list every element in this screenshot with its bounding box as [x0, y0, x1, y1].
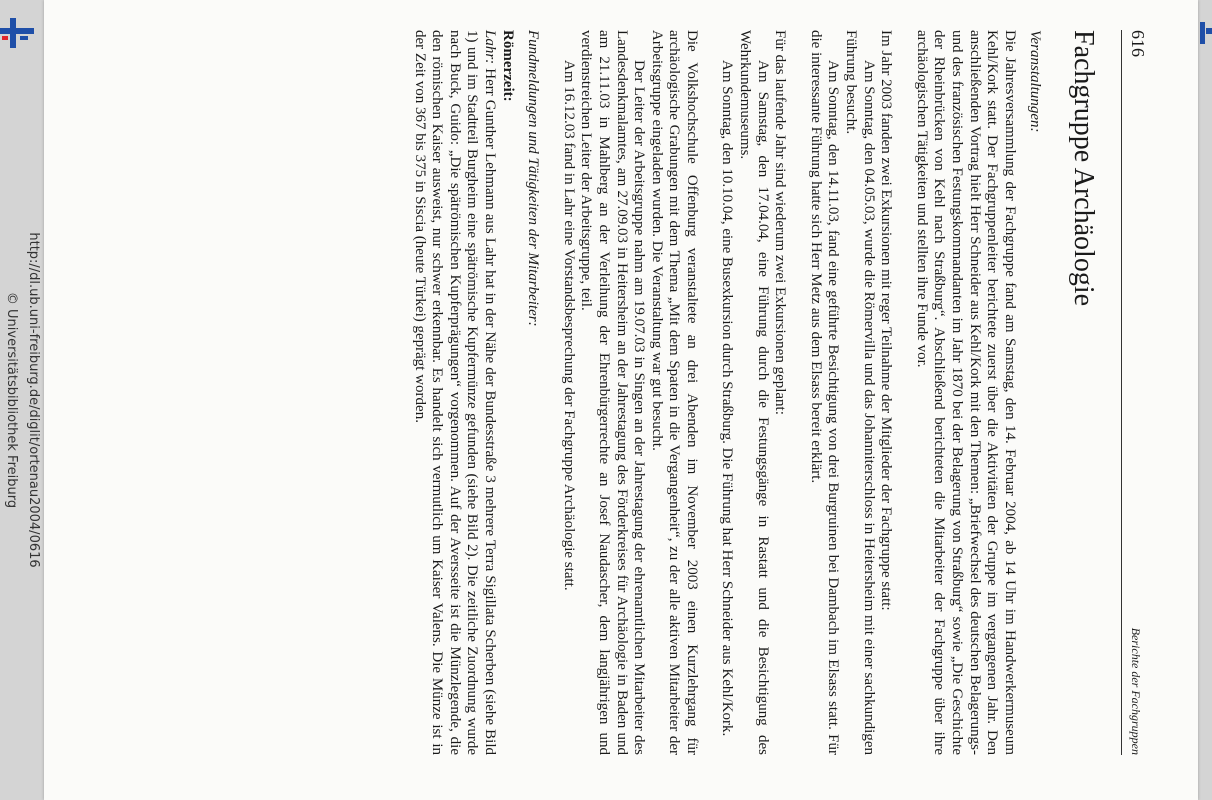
subheading-roman-era: Römerzeit: [499, 30, 516, 102]
section-heading-finds: Fundmeldungen und Tätigkeiten der Mitarbeiter: [525, 30, 542, 327]
rotated-page-content [44, 0, 1198, 800]
page-body [410, 30, 1146, 755]
section-heading-events: Veranstaltungen: [1027, 30, 1044, 133]
library-logo-partial-icon [1198, 14, 1212, 54]
paragraph-excursion-dambach: Am Sonntag, den 14.11.03, fand eine geführte Besichtigung von drei Burgruinen bei Dambach im Elsass statt. Für die interessante Führung hatte sich Herr Metz aus dem Elsass bereit erklärt. [807, 30, 842, 755]
paragraph-board-meeting: Am 16.12.03 fand in Lahr eine Vorstandsbesprechung der Fachgruppe Archäologie statt. [560, 60, 577, 591]
paragraph-meetings-attended: Der Leiter der Arbeitsgruppe nahm am 19.07.03 in Singen an der Jahrestagung der ehrenamtlichen Mitarbeiter des Landesdenkmalamtes, am 27.09.03 in Heitersheim an der Jahrestagung des Förderkreises für Archäologie in Baden und am 21.11.03 in Mahlberg an der Verleihung der Ehrenbürgerrechte an Josef Naudascher, dem langjährigen und verdienstreichen Leiter der Arbeitsgruppe, teil. [578, 30, 648, 755]
page-number: 616 [1128, 30, 1148, 57]
page-header [1121, 30, 1146, 755]
paragraph-annual-meeting: Die Jahresversammlung der Fachgruppe fand am Samstag, den 14. Februar 2004, ab 14 Uhr im Handwerkermuseum Kehl/Kork statt. Der Fachgruppenleiter berichtete zuerst über die Aktivitäten der Gruppe im vergangenen Jahr. Den anschließenden Vortrag hielt Herr Schneider aus Kehl/Kork mit den Themen: „Briefwechsel des deutschen Belagerungs- und des französischen Festungskommandanten im Jahr 1870 bei der Belagerung von Straßburg“ sowie „Die Geschichte der Rheinbrücken von Kehl nach Straßburg“. Abschließend berichteten die Mitarbeiter der Fachgruppe über ihre archäologischen Tätigkeiten und stellten ihre Funde vor. [913, 30, 1018, 755]
scanned-page [44, 0, 1198, 800]
paragraph-excursions-planned: Für das laufende Jahr sind wiederum zwei Exkursionen geplant: [772, 30, 789, 415]
paragraph-lahr-text: Herr Gunther Lehmann aus Lahr hat in der Nähe der Bundesstraße 3 mehrere Terra Sigillata Scherben (siehe Bild 1) und im Stadtteil Burgheim eine spätrömische Kupfermünze gefunden (siehe Bild 2). Die zeitliche Zuordnung wurde nach Buck, Guido: „Die spätrömischen Kupferprägungen“ vorgenommen. Auf der Aversseite ist die Münzlegende, die den römischen Kaiser ausweist, nur schwer erkennbar. Es handelt sich vermutlich um Kaiser Valens. Die Münze ist in der Zeit von 367 bis 375 in Siscia (heute Türkei) geprägt worden. [411, 30, 498, 755]
paragraph-vhs-course: Die Volkshochschule Offenburg veranstaltete an drei Abenden im November 2003 einen Kurzlehrgang für archäologische Grabungen mit dem Thema „Mit dem Spaten in die Vergangenheit“, zu der alle aktiven Mitarbeiter der Arbeitsgruppe eingeladen wurden. Die Veranstaltung war gut besucht. [648, 30, 700, 755]
paragraph-excursion-rastatt: Am Samstag, den 17.04.04, eine Führung durch die Festungsgänge in Rastatt und die Besichtigung des Wehrkundemuseums. [737, 30, 771, 755]
location-label-lahr: Lahr: [481, 30, 498, 65]
watermark [0, 0, 44, 800]
paragraph-excursions-2003: Im Jahr 2003 fanden zwei Exkursionen mit reger Teilnahme der Mitglieder der Fachgruppe statt: [878, 30, 895, 611]
watermark-credit: © Universitätsbibliothek Freiburg [4, 291, 19, 509]
paragraph-lahr-finds [410, 30, 498, 755]
viewer-right-margin [1198, 0, 1212, 800]
paragraph-excursion-heitersheim: Am Sonntag, den 04.05.03, wurde die Römervilla und das Johanniterschloss in Heitersheim mit einer sachkundigen Führung besucht. [843, 30, 877, 755]
running-head: Berichte der Fachgruppen [1129, 627, 1143, 755]
page-title: Fachgruppe Archäologie [1068, 30, 1100, 307]
watermark-url[interactable]: http://dl.ub.uni-freiburg.de/diglit/ortenau2004/0616 [26, 232, 41, 568]
paragraph-excursion-strassburg: Am Sonntag, den 10.10.04, eine Busexkursion durch Straßburg. Die Führung hat Herr Schneider aus Kehl/Kork. [719, 60, 736, 737]
